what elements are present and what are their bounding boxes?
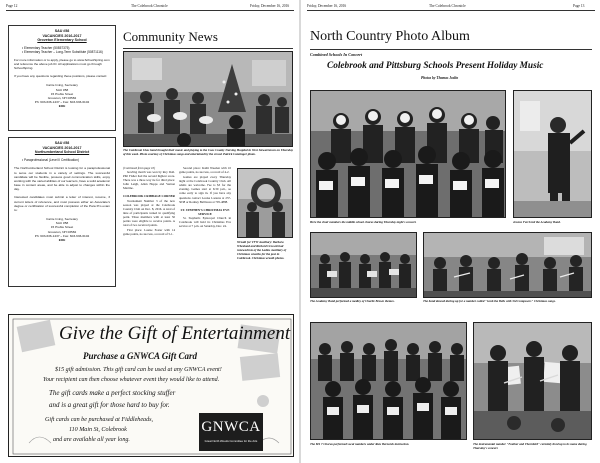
photo-band-director-image: [514, 91, 592, 218]
gnwca-logo-text: GNWCA: [201, 419, 261, 435]
ad-bullet-list: [22, 158, 110, 162]
ad-heading-line: SAU #58: [54, 141, 70, 145]
folio-page-number: Page 13: [573, 4, 585, 8]
ad-bullet-item: • Paraprofessional (Level II Certification): [22, 158, 79, 163]
ad-description: The Northumberland School District is looking for a paraprofessional to serve our students in a variety of settings. The successful candidate will be flexible, possess good communication skills, enjoy working with the varied abilities of our learners, have a solid academic base in content areas, and be able to adjust to changes within the day.: [14, 166, 110, 192]
photo-academy-band-image: [311, 233, 417, 298]
left-page: [0, 0, 299, 463]
section-title-community-news: Community News: [123, 29, 218, 44]
photo-middle-school-chorus: [310, 90, 506, 218]
photo-band-dance-image: [424, 233, 592, 298]
gift-ad-line: and is a great gift for those hard to buy for.: [49, 401, 170, 409]
section-rule: [310, 49, 592, 50]
photo-caption-director: Jessica Ferch led the Academy Band.: [513, 220, 561, 224]
folio-date: Friday, December 16, 2016: [250, 4, 290, 8]
ad-heading-line: VACANCIES 2016-2017: [42, 33, 82, 38]
folio-page-number: Page 12: [6, 4, 18, 8]
gift-ad-line: $15 gift admission. This gift card can be used at any GNWCA event!: [55, 367, 222, 373]
folio-date: Friday, December 16, 2016: [307, 4, 347, 8]
headline: Colebrook and Pittsburg Schools Present Holiday Music: [327, 61, 544, 71]
photo-ms7-chorus: [310, 322, 467, 440]
ad-apply-info: For more information or to apply, please go to www.SchoolSpring.com and reference the above job ID. All applications must go through SchoolSpring.: [14, 57, 110, 70]
photo-instrumental-number: [473, 322, 592, 440]
photo-caption-instrumental: The instrumental number "Feather and Thornbird" certainly lived up to its name during Thursday's concert.: [473, 442, 587, 451]
gift-ad-line: Your recipient can then choose whatever event they would like to attend.: [43, 377, 220, 383]
ad-heading-line: Groveton Elementary School: [37, 38, 87, 43]
folio-paper-name: The Colebrook Chronicle: [131, 4, 168, 8]
photo-ukes-band-image: [124, 52, 293, 147]
photo-vfw-wreath: [237, 168, 293, 238]
gnwca-logo-subtext: Great North Woods Committee for the Arts: [204, 439, 258, 443]
section-rule: [123, 48, 293, 49]
folio-paper-name: The Colebrook Chronicle: [429, 4, 466, 8]
header-rule: [307, 10, 595, 11]
photo-band-director: [513, 90, 592, 218]
photo-middle-school-chorus-image: [311, 91, 506, 218]
column-text-1: (Continued from page 10) bowling match was won by Roy Doll. Phil Fisher had the second highest score. There was a three way tie for third place: John Leigh, Allen Hopps and Vernon Martine. COLEBROOK CRIBBAGE CORNER Tournament Number 3 of the new season was played at the Colebrook Country Club on Dec. 8, 2016. A total of nine of participants turned in qualifying point. Three members with at least 50 points were eligible to receive points. A total of two received points. First place: Louise Foster with 14 game points, no success, a record of 5-1.: [123, 166, 175, 237]
ad-heading-line: VACANCIES 2016-2017: [42, 145, 82, 150]
gift-ad-title: Give the Gift of Entertainment: [59, 323, 291, 344]
gift-ad-line: 110 Main St, Colebrook: [69, 427, 127, 433]
ad-bullet-item: • Elementary Teacher (50857375): [22, 46, 70, 51]
photo-ukes-band: [123, 51, 293, 147]
gift-ad-line: and are available all year long.: [53, 437, 130, 443]
header-rule: [6, 10, 294, 11]
kicker: Combined Schools In Concert: [310, 52, 363, 57]
photo-caption-ukes: The Colebrook Ukes band brought their music and playing to the Coos County Nursing Hospital in West Stewartstown on Thursday of this week. Photo courtesy of Christmas songs and entertained by the crowd. Patrick Canninger photo.: [123, 148, 293, 157]
gift-ad-line: The gift cards make a perfect stocking stuffer: [49, 389, 176, 397]
gift-ad-subtitle: Purchase a GNWCA Gift Card: [83, 351, 198, 361]
photo-academy-band: [310, 232, 417, 298]
photo-instrumental-number-image: [474, 323, 592, 440]
ad-contact-note: If you have any questions regarding these positions, please contact:: [14, 74, 108, 79]
column-text-2: Second place: Kathi Weeden with 10 game points, no success, a record of 4-2. Games are played every Thursday night at the Colebrook Country Club. All adults are welcome. Fee is $3 for the evening. Games start at 6:30 p.m., so come early to sign in. If you have any questions contact Louise Lazarus at 237-5038 or Rodney Belliveau at 705-4888. ST. STEPHEN'S CHRISTMAS EVE SERVICE St. Stephen's Episcopal Church in Colebrook will hold its Christmas Eve service at 7 p.m. on Saturday, Dec. 24.: [179, 166, 231, 229]
photo-caption-academy-band: The Academy Band performed a medley of Charlie Brown themes.: [310, 299, 395, 303]
ad-heading-line: Northumberland School District: [34, 150, 90, 155]
ad-bullet-item: • Elementary Teacher – Long-Term Substitute (50871116): [22, 50, 103, 55]
photo-caption-chorus: Here the choir members the middle school chorus during Thursday night's concert.: [310, 220, 417, 224]
photo-caption-band-dance: The band danced during up for a number called "Grab the Bells with 3rd Composers" Christmas songs.: [423, 299, 556, 303]
ad-heading-line: SAU #58: [54, 29, 70, 33]
photo-caption-ms7-chorus: The MS 7 Chorus performed vocal numbers under Ruts Bernards instruction.: [310, 442, 410, 446]
job-ad-groveton: [8, 25, 116, 131]
ad-contact-block: Carrie Irving, Secretary SAU #58 15 Preble Street Groveton, NH 03582 Ph: 603-636-1437 ~ Fax: 603-636-6102 EOE: [34, 217, 90, 242]
job-ad-northumberland: [8, 137, 116, 287]
gift-card-ad: [8, 314, 294, 457]
photo-caption-vfw: Wreath for VFW Auxiliary: Barbara Wheeland and Richard Crossett had renewed lots of the Ladies Auxiliary of Christmas wreaths for the post in Colebrook. Christmas wreath photos.: [237, 240, 287, 261]
photo-ms7-chorus-image: [311, 323, 467, 440]
photo-band-dance: [423, 232, 592, 298]
section-title-photo-album: North Country Photo Album: [310, 29, 470, 44]
ad-requirements: Interested candidates must submit a letter of interest, resume, 3 current letters of reference, and must possess either an Associate's degree or certification of successful completion of the Para Pro exam to:: [14, 195, 110, 212]
ad-contact-block: Carrie Irving, Secretary SAU #58 15 Preble Street Groveton, NH 03582 Ph: 603-636-1437 ~ Fax: 603-636-6102 EOE: [34, 83, 90, 109]
gift-ad-line: Gift cards can be purchased at Fiddleheads,: [45, 417, 154, 423]
right-page: [301, 0, 600, 463]
gnwca-logo: [199, 413, 263, 451]
byline: Photos by Thomas Joslin: [421, 76, 459, 80]
ad-bullet-list: [22, 46, 110, 55]
photo-vfw-wreath-image: [238, 169, 293, 238]
